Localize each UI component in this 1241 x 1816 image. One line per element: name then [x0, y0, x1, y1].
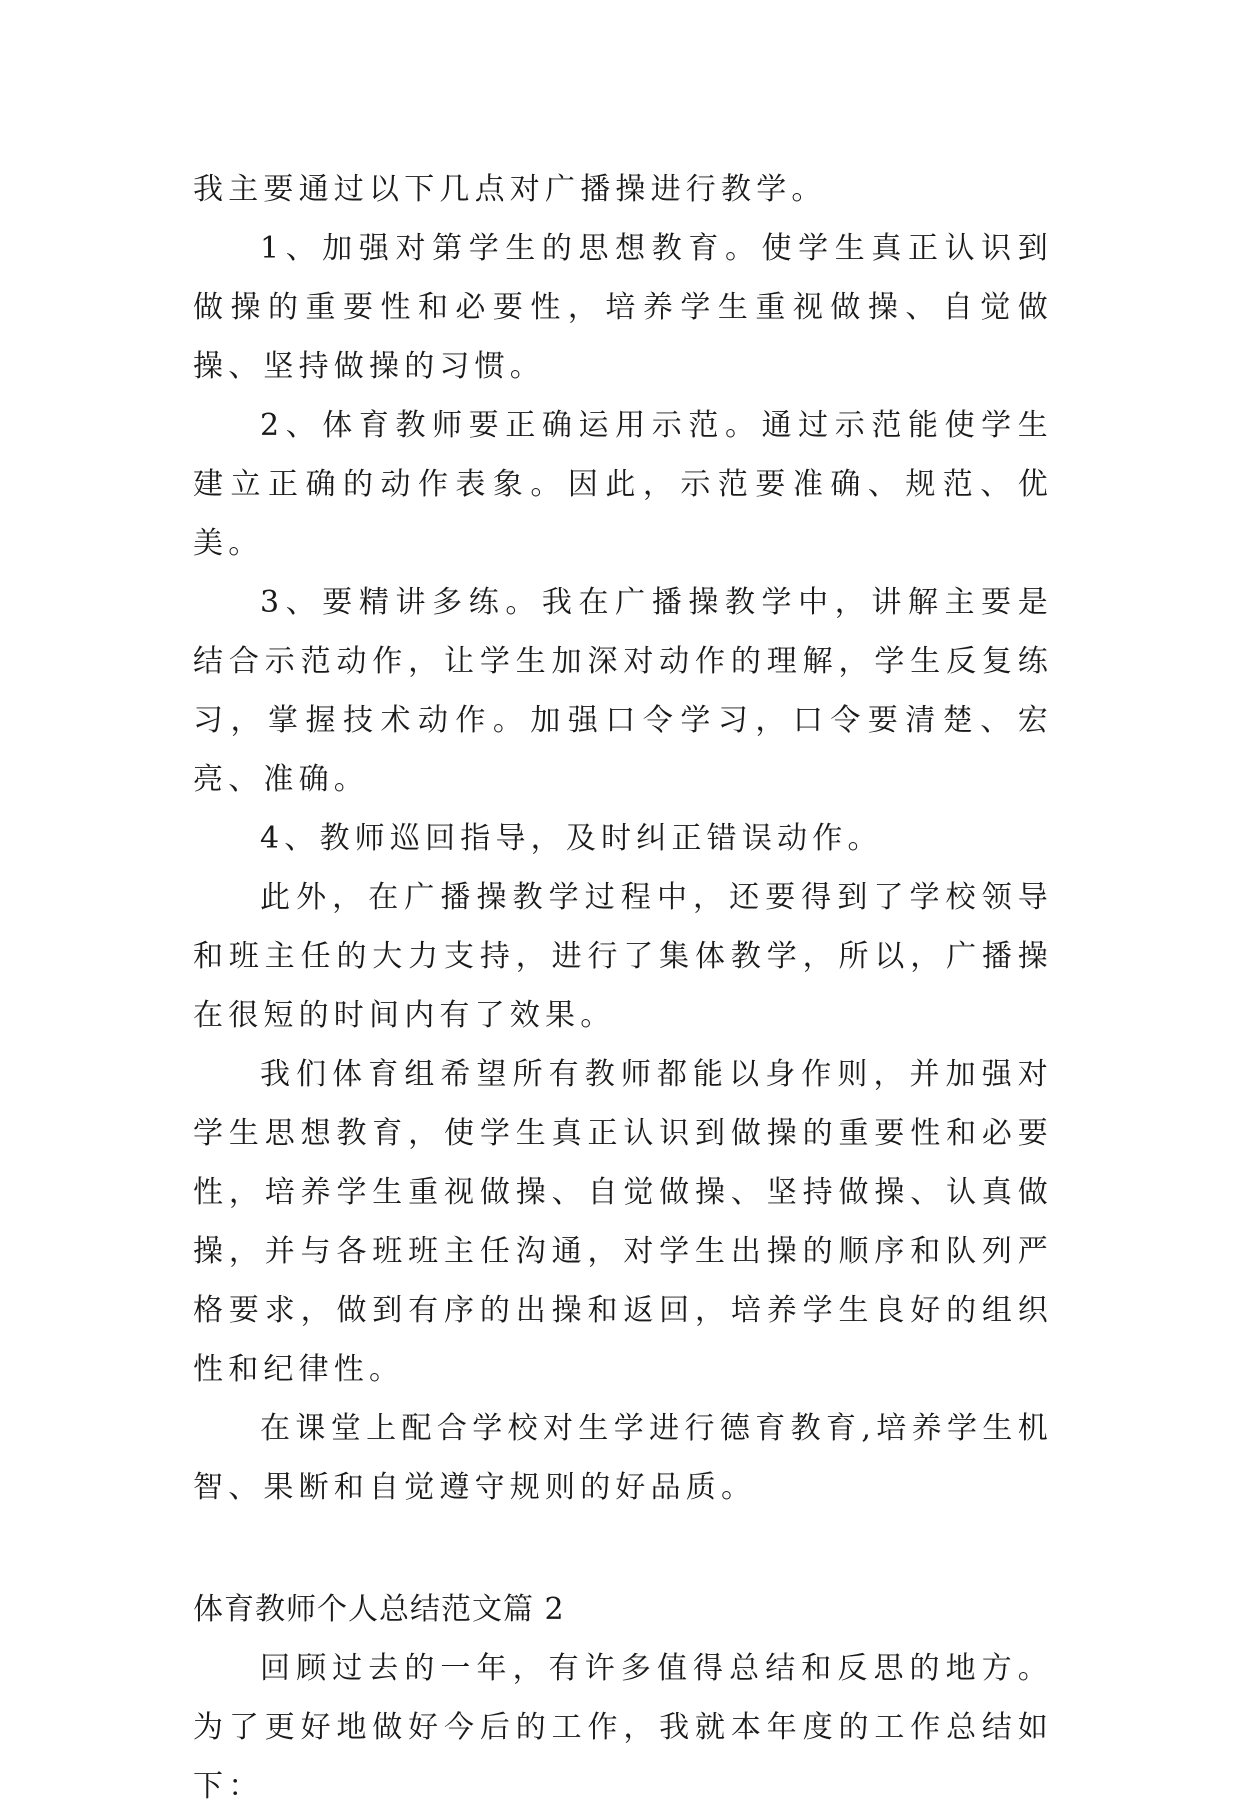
paragraph-point-2: 2、体育教师要正确运用示范。通过示范能使学生建立正确的动作表象。因此，示范要准确、规范、优美。: [193, 408, 1053, 561]
paragraph-group-hope: 我们体育组希望所有教师都能以身作则，并加强对学生思想教育，使学生真正认识到做操的重要性和必要性，培养学生重视做操、自觉做操、坚持做操、认真做操，并与各班班主任沟通，对学生出操的顺序和队列严格要求，做到有序的出操和返回，培养学生良好的组织性和纪律性。: [193, 1057, 1053, 1387]
document-body: [193, 160, 1053, 1816]
paragraph-review: 回顾过去的一年，有许多值得总结和反思的地方。为了更好地做好今后的工作，我就本年度的工作总结如下：: [193, 1651, 1053, 1804]
paragraph-point-1: 1、加强对第学生的思想教育。使学生真正认识到做操的重要性和必要性，培养学生重视做操、自觉做操、坚持做操的习惯。: [193, 231, 1053, 384]
paragraph-support: 此外，在广播操教学过程中，还要得到了学校领导和班主任的大力支持，进行了集体教学，所以，广播操在很短的时间内有了效果。: [193, 880, 1053, 1033]
section-title: 体育教师个人总结范文篇 2: [193, 1592, 565, 1627]
paragraph-point-3: 3、要精讲多练。我在广播操教学中，讲解主要是结合示范动作，让学生加深对动作的理解，学生反复练习，掌握技术动作。加强口令学习，口令要清楚、宏亮、准确。: [193, 585, 1053, 797]
paragraph-intro: 我主要通过以下几点对广播操进行教学。: [193, 172, 827, 207]
paragraph-point-4: 4、教师巡回指导，及时纠正错误动作。: [260, 821, 883, 856]
paragraph-moral-education: 在课堂上配合学校对生学进行德育教育,培养学生机智、果断和自觉遵守规则的好品质。: [193, 1411, 1053, 1505]
